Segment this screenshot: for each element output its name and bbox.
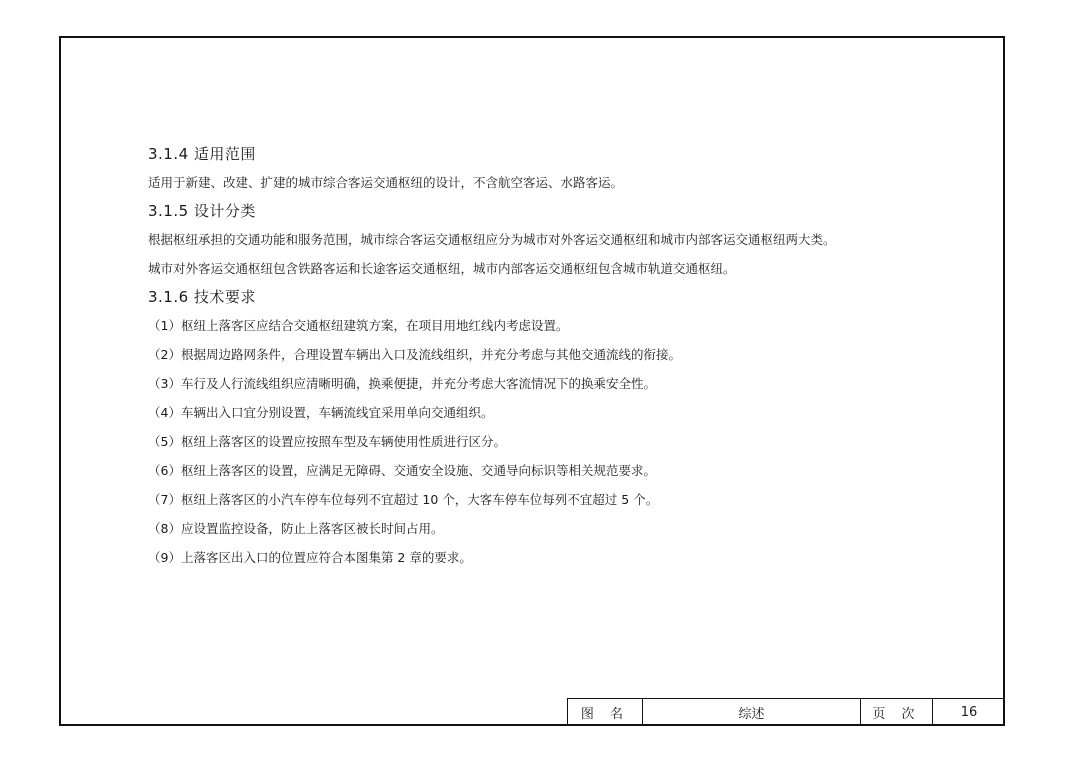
requirement-item: （9）上落客区出入口的位置应符合本图集第 2 章的要求。 (148, 550, 472, 565)
requirement-item: （2）根据周边路网条件，合理设置车辆出入口及流线组织，并充分考虑与其他交通流线的衔接。 (148, 347, 681, 362)
document-body (148, 140, 978, 572)
paragraph: 城市对外客运交通枢纽包含铁路客运和长途客运交通枢纽，城市内部客运交通枢纽包含城市轨道交通枢纽。 (148, 261, 736, 276)
drawing-name-label: 图 名 (567, 699, 642, 726)
requirement-item: （7）枢纽上落客区的小汽车停车位每列不宜超过 10 个，大客车停车位每列不宜超过 5 个。 (148, 492, 659, 507)
title-block (567, 698, 1005, 726)
section-heading: 3.1.4 适用范围 (148, 145, 256, 163)
page-number-label: 页 次 (860, 699, 932, 726)
section-3-1-6 (148, 283, 978, 572)
section-heading: 3.1.6 技术要求 (148, 288, 256, 306)
drawing-name-value: 综述 (642, 699, 860, 726)
requirement-item: （6）枢纽上落客区的设置，应满足无障碍、交通安全设施、交通导向标识等相关规范要求。 (148, 463, 656, 478)
requirement-item: （3）车行及人行流线组织应清晰明确，换乘便捷，并充分考虑大客流情况下的换乘安全性。 (148, 376, 656, 391)
section-heading: 3.1.5 设计分类 (148, 202, 256, 220)
requirement-item: （5）枢纽上落客区的设置应按照车型及车辆使用性质进行区分。 (148, 434, 506, 449)
requirement-item: （8）应设置监控设备，防止上落客区被长时间占用。 (148, 521, 444, 536)
requirement-item: （1）枢纽上落客区应结合交通枢纽建筑方案，在项目用地红线内考虑设置。 (148, 318, 569, 333)
page-number-value: 16 (932, 699, 1005, 726)
section-3-1-4 (148, 140, 978, 197)
section-3-1-5 (148, 197, 978, 283)
paragraph: 适用于新建、改建、扩建的城市综合客运交通枢纽的设计，不含航空客运、水路客运。 (148, 175, 624, 190)
paragraph: 根据枢纽承担的交通功能和服务范围，城市综合客运交通枢纽应分为城市对外客运交通枢纽和城市内部客运交通枢纽两大类。 (148, 232, 836, 247)
requirement-item: （4）车辆出入口宜分别设置，车辆流线宜采用单向交通组织。 (148, 405, 494, 420)
